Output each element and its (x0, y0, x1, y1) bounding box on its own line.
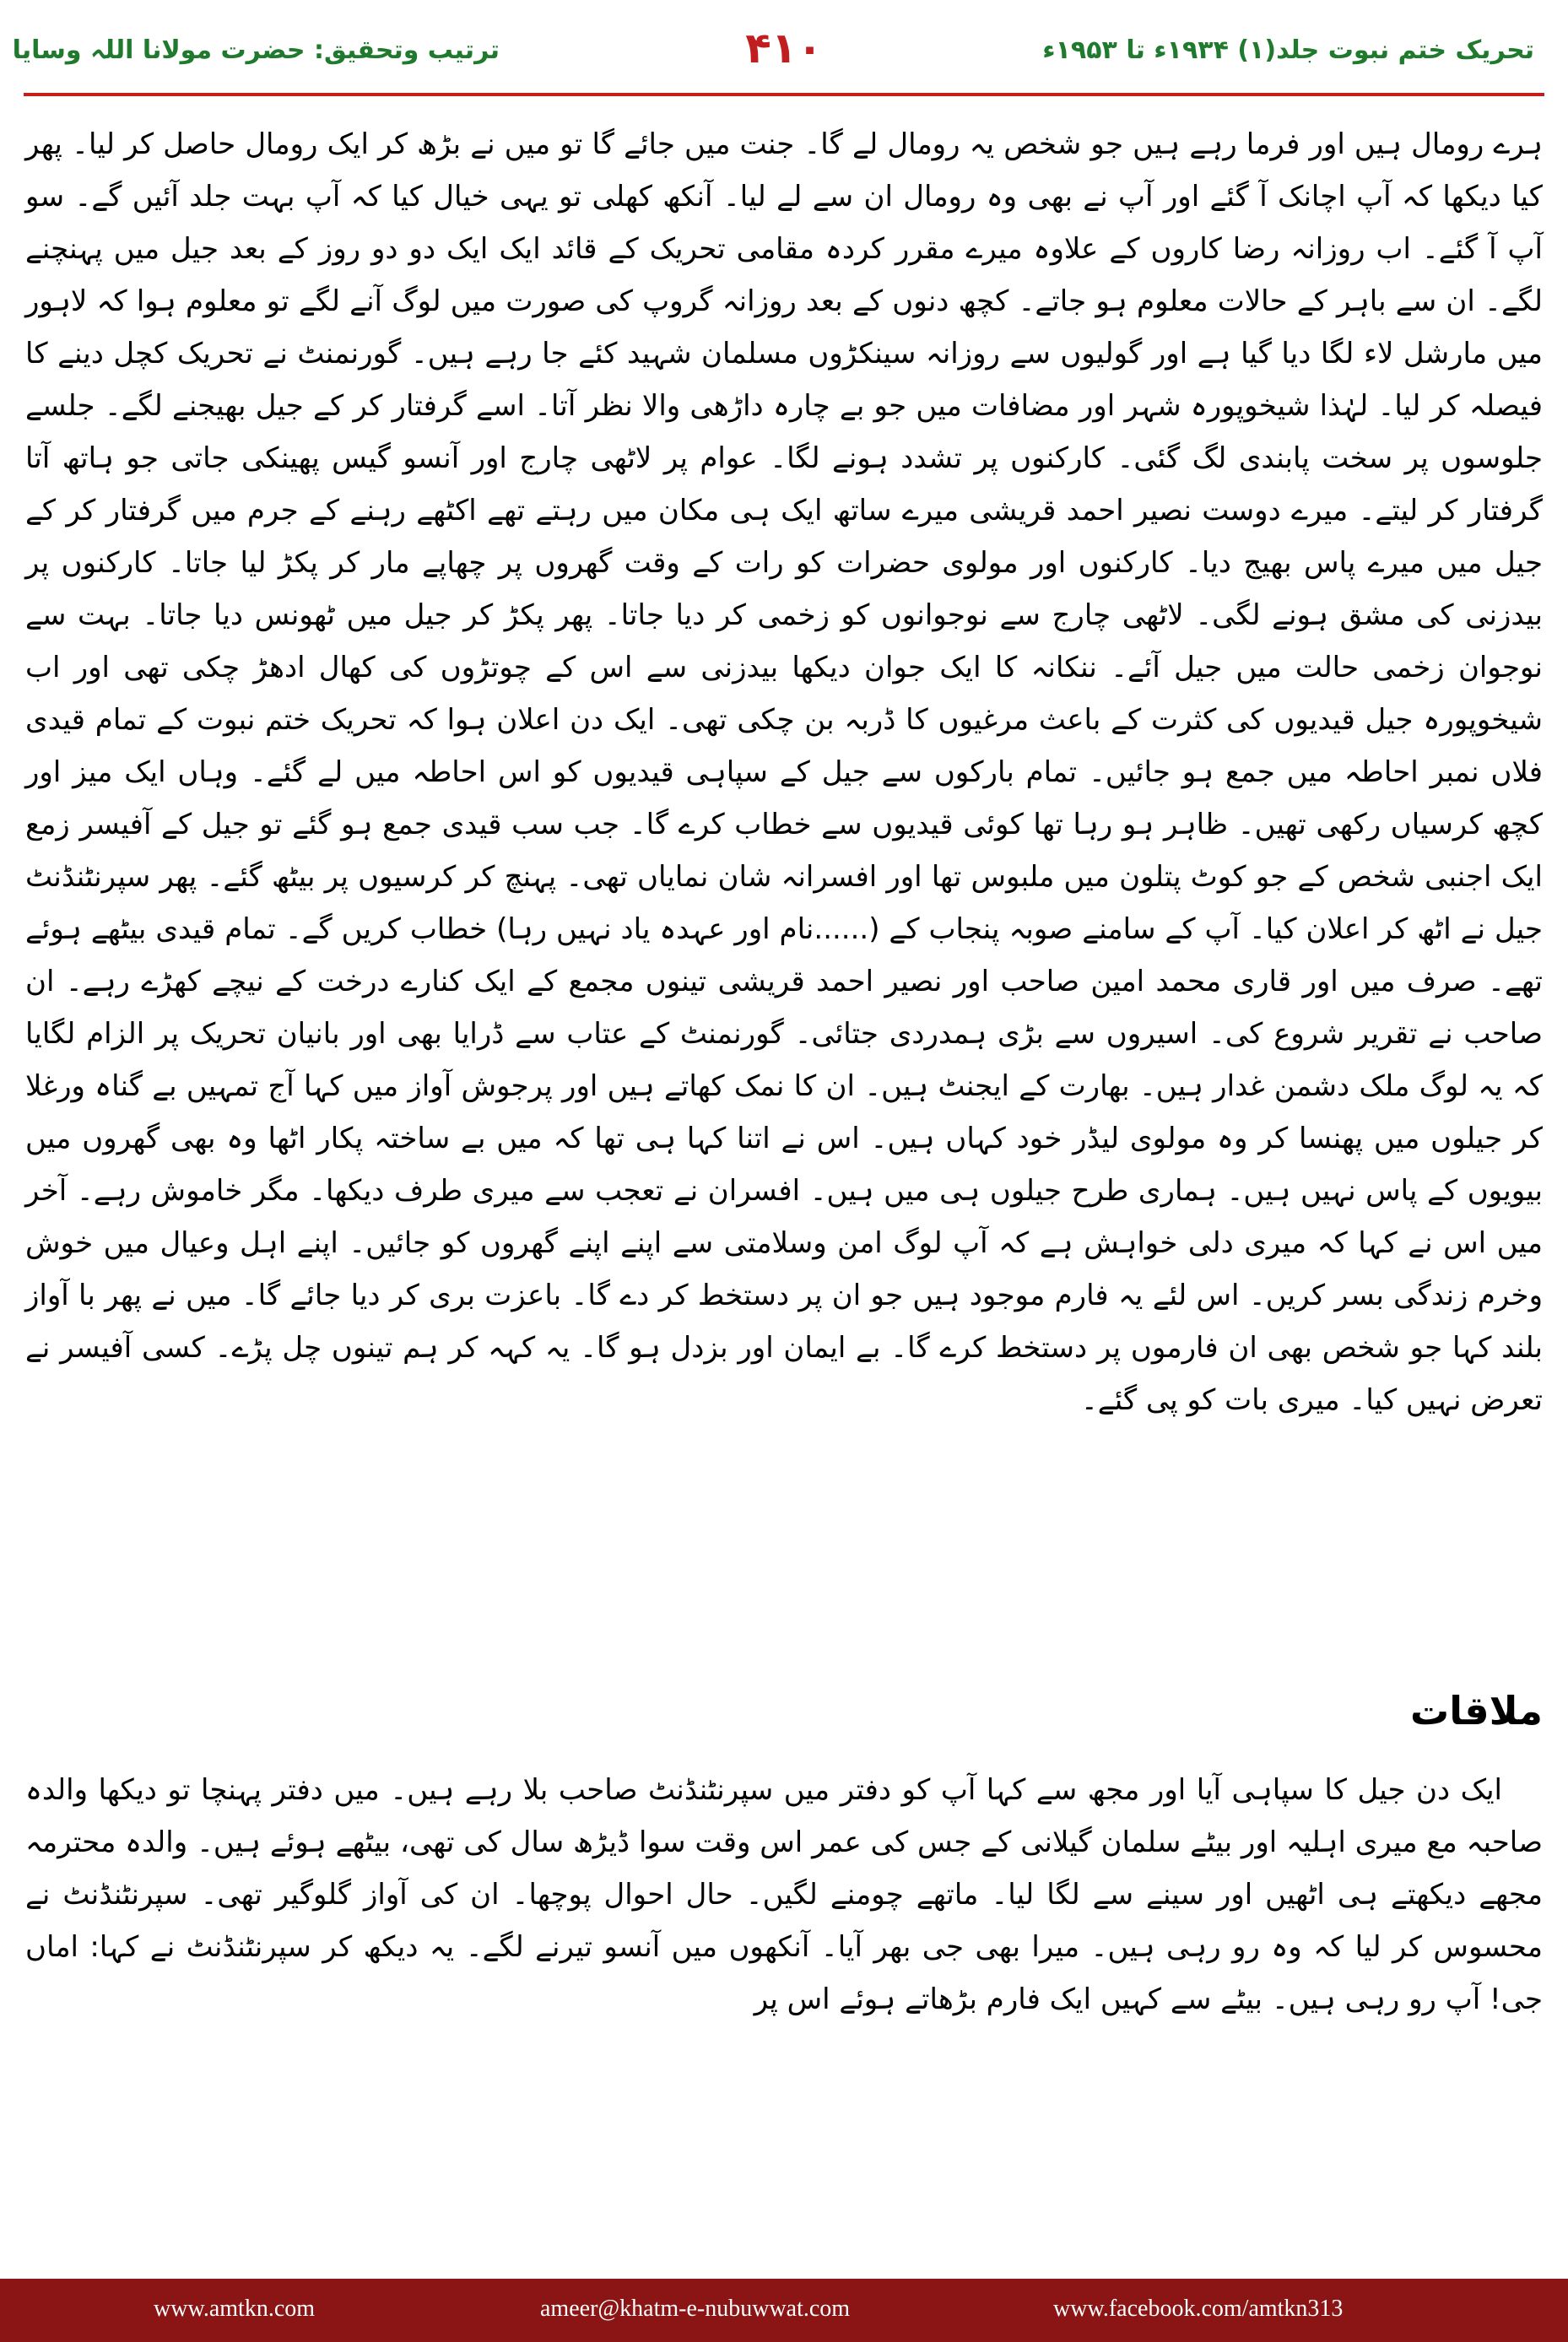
header-divider (24, 93, 1544, 96)
second-text-block (25, 1764, 1543, 2026)
paragraph-2: ایک دن جیل کا سپاہی آیا اور مجھ سے کہا آپ کو دفتر میں سپرنٹنڈنٹ صاحب بلا رہے ہیں۔ میں دفتر پہنچا تو دیکھا والدہ صاحبہ مع میری اہلیہ اور بیٹے سلمان گیلانی کے جس کی عمر اس وقت سوا ڈیڑھ سال کی تھی، بیٹھے ہوئے ہیں۔ والدہ محترمہ مجھے دیکھتے ہی اٹھیں اور سینے سے لگا لیا۔ ماتھے چومنے لگیں۔ حال احوال پوچھا۔ ان کی آواز گلوگیر تھی۔ سپرنٹنڈنٹ نے محسوس کر لیا کہ وہ رو رہی ہیں۔ میرا بھی جی بھر آیا۔ آنکھوں میں آنسو تیرنے لگے۔ یہ دیکھ کر سپرنٹنڈنٹ نے کہا: اماں جی! آپ رو رہی ہیں۔ بیٹے سے کہیں ایک فارم بڑھاتے ہوئے اس پر (25, 1773, 1543, 2016)
section-heading: ملاقات (1409, 1688, 1543, 1734)
paragraph-1: ہرے رومال ہیں اور فرما رہے ہیں جو شخص یہ رومال لے گا۔ جنت میں جائے گا تو میں نے بڑھ کر ایک رومال حاصل کر لیا۔ پھر کیا دیکھا کہ آپ اچانک آ گئے اور آپ نے بھی وہ رومال ان سے لے لیا۔ آنکھ کھلی تو یہی خیال کیا کہ آپ بہت جلد آئیں گے۔ سو آپ آ گئے۔ اب روزانہ رضا کاروں کے علاوہ میرے مقرر کردہ مقامی تحریک کے قائد ایک ایک دو دو روز کے بعد جیل میں پہنچنے لگے۔ ان سے باہر کے حالات معلوم ہو جاتے۔ کچھ دنوں کے بعد روزانہ گروپ کی صورت میں لوگ آنے لگے تو معلوم ہوا کہ لاہور میں مارشل لاء لگا دیا گیا ہے اور گولیوں سے روزانہ سینکڑوں مسلمان شہید کئے جا رہے ہیں۔ گورنمنٹ نے تحریک کچل دینے کا فیصلہ کر لیا۔ لہٰذا شیخوپورہ شہر اور مضافات میں جو بے چارہ داڑھی والا نظر آتا۔ اسے گرفتار کر کے جیل بھیجنے لگے۔ جلسے جلوسوں پر سخت پابندی لگ گئی۔ کارکنوں پر تشدد ہونے لگا۔ عوام پر لاٹھی چارج اور آنسو گیس پھینکی جاتی جو ہاتھ آتا گرفتار کر لیتے۔ میرے دوست نصیر احمد قریشی میرے ساتھ ایک ہی مکان میں رہتے تھے اکٹھے رہنے کے جرم میں گرفتار کر کے جیل میں میرے پاس بھیج دیا۔ کارکنوں اور مولوی حضرات کو رات کے وقت گھروں پر چھاپے مار کر پکڑ لیا جاتا۔ کارکنوں پر بیدزنی کی مشق ہونے لگی۔ لاٹھی چارج سے نوجوانوں کو زخمی کر دیا جاتا۔ پھر پکڑ کر جیل میں ٹھونس دیا جاتا۔ بہت سے نوجوان زخمی حالت میں جیل آئے۔ ننکانہ کا ایک جوان دیکھا بیدزنی سے اس کے چوتڑوں کی کھال ادھڑ چکی تھی اور اب شیخوپورہ جیل قیدیوں کی کثرت کے باعث مرغیوں کا ڈربہ بن چکی تھی۔ ایک دن اعلان ہوا کہ تحریک ختم نبوت کے تمام قیدی فلاں نمبر احاطہ میں جمع ہو جائیں۔ تمام بارکوں سے جیل کے سپاہی قیدیوں کو اس احاطہ میں لے گئے۔ وہاں ایک میز اور کچھ کرسیاں رکھی تھیں۔ ظاہر ہو رہا تھا کوئی قیدیوں سے خطاب کرے گا۔ جب سب قیدی جمع ہو گئے تو جیل کے آفیسر زمع ایک اجنبی شخص کے جو کوٹ پتلون میں ملبوس تھا اور افسرانہ شان نمایاں تھی۔ پہنچ کر کرسیوں پر بیٹھ گئے۔ پھر سپرنٹنڈنٹ جیل نے اٹھ کر اعلان کیا۔ آپ کے سامنے صوبہ پنجاب کے (......نام اور عہدہ یاد نہیں رہا) خطاب کریں گے۔ تمام قیدی بیٹھے ہوئے تھے۔ صرف میں اور قاری محمد امین صاحب اور نصیر احمد قریشی تینوں مجمع کے ایک کنارے درخت کے نیچے کھڑے رہے۔ ان صاحب نے تقریر شروع کی۔ اسیروں سے بڑی ہمدردی جتائی۔ گورنمنٹ کے عتاب سے ڈرایا بھی اور بانیان تحریک پر الزام لگایا کہ یہ لوگ ملک دشمن غدار ہیں۔ بھارت کے ایجنٹ ہیں۔ ان کا نمک کھاتے ہیں اور پرجوش آواز میں کہا آج تمہیں بے گناہ ورغلا کر جیلوں میں پھنسا کر وہ مولوی لیڈر خود کہاں ہیں۔ اس نے اتنا کہا ہی تھا کہ میں بے ساختہ پکار اٹھا وہ بھی گھروں میں بیویوں کے پاس نہیں ہیں۔ ہماری طرح جیلوں ہی میں ہیں۔ افسران نے تعجب سے میری طرف دیکھا۔ مگر خاموش رہے۔ آخر میں اس نے کہا کہ میری دلی خواہش ہے کہ آپ لوگ امن وسلامتی سے اپنے اپنے گھروں کو جائیں۔ اپنے اہل وعیال میں خوش وخرم زندگی بسر کریں۔ اس لئے یہ فارم موجود ہیں جو ان پر دستخط کر دے گا۔ باعزت بری کر دیا جائے گا۔ میں نے پھر با آواز بلند کہا جو شخص بھی ان فارموں پر دستخط کرے گا۔ بے ایمان اور بزدل ہو گا۔ یہ کہہ کر ہم تینوں چل پڑے۔ کسی آفیسر نے تعرض نہیں کیا۔ میری بات کو پی گئے۔ (25, 127, 1543, 1417)
main-text-block (25, 118, 1543, 1426)
website-link[interactable]: www.amtkn.com (154, 2296, 316, 2322)
email-link[interactable]: ameer@khatm-e-nubuwwat.com (540, 2296, 851, 2322)
facebook-link[interactable]: www.facebook.com/amtkn313 (1053, 2296, 1344, 2322)
page-number: ۴۱۰ (745, 24, 823, 73)
page-header (0, 0, 1568, 108)
page-footer (0, 2279, 1568, 2342)
compiler-credit: ترتیب وتحقیق: حضرت مولانا اللہ وسایا (12, 35, 500, 65)
book-title: تحریک ختم نبوت جلد(۱) ۱۹۳۴ء تا ۱۹۵۳ء (1042, 35, 1534, 65)
